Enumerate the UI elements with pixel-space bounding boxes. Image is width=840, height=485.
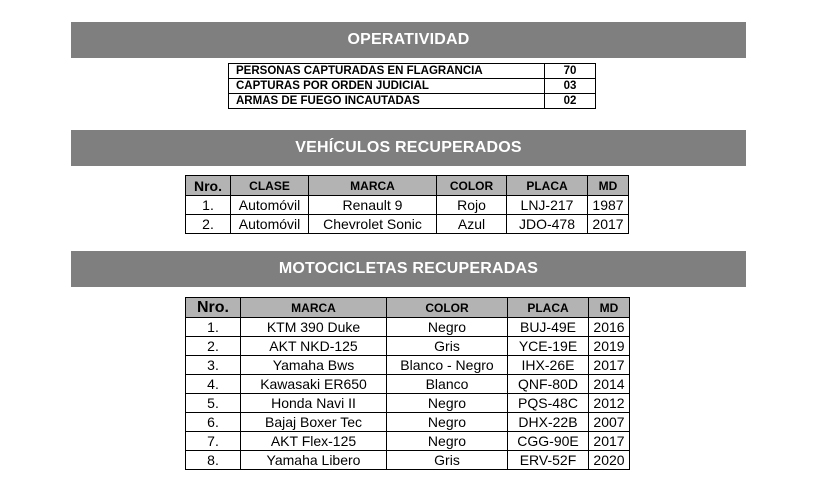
col-header-marca: MARCA <box>241 298 387 318</box>
motocicletas-banner <box>71 251 746 287</box>
cell-nro: 2. <box>186 215 231 234</box>
cell-placa: DHX-22B <box>508 413 589 432</box>
col-header-color: COLOR <box>387 298 508 318</box>
vehiculos-title: VEHÍCULOS RECUPERADOS <box>295 139 522 156</box>
operatividad-banner <box>71 22 746 58</box>
cell-nro: 8. <box>186 451 241 470</box>
col-header-nro: Nro. <box>186 298 241 318</box>
cell-marca: AKT Flex-125 <box>241 432 387 451</box>
col-header-color: COLOR <box>437 176 507 196</box>
cell-placa: ERV-52F <box>508 451 589 470</box>
table-header-row <box>186 176 629 196</box>
cell-color: Negro <box>387 394 508 413</box>
table-row <box>186 318 630 337</box>
cell-marca: Chevrolet Sonic <box>309 215 437 234</box>
cell-marca: AKT NKD-125 <box>241 337 387 356</box>
table-row <box>186 432 630 451</box>
cell-md: 2017 <box>589 432 630 451</box>
cell-md: 2012 <box>589 394 630 413</box>
cell-nro: 5. <box>186 394 241 413</box>
vehiculos-banner <box>71 130 746 166</box>
cell-placa: IHX-26E <box>508 356 589 375</box>
cell-color: Negro <box>387 413 508 432</box>
operatividad-label: ARMAS DE FUEGO INCAUTADAS <box>229 94 545 109</box>
table-row <box>229 94 596 109</box>
cell-color: Rojo <box>437 196 507 215</box>
cell-nro: 1. <box>186 318 241 337</box>
table-row <box>186 394 630 413</box>
table-row <box>229 64 596 79</box>
motocicletas-title: MOTOCICLETAS RECUPERADAS <box>278 260 539 277</box>
cell-marca: Renault 9 <box>309 196 437 215</box>
cell-md: 2016 <box>589 318 630 337</box>
cell-color: Azul <box>437 215 507 234</box>
operatividad-value: 03 <box>545 79 596 94</box>
table-row <box>186 375 630 394</box>
cell-placa: JDO-478 <box>507 215 588 234</box>
table-row <box>186 356 630 375</box>
cell-nro: 4. <box>186 375 241 394</box>
operatividad-title: OPERATIVIDAD <box>347 31 470 48</box>
cell-md: 2017 <box>588 215 629 234</box>
table-row <box>186 451 630 470</box>
table-row <box>186 215 629 234</box>
cell-md: 1987 <box>588 196 629 215</box>
cell-color: Blanco - Negro <box>387 356 508 375</box>
cell-nro: 7. <box>186 432 241 451</box>
operatividad-value: 02 <box>545 94 596 109</box>
cell-placa: CGG-90E <box>508 432 589 451</box>
cell-color: Gris <box>387 451 508 470</box>
cell-marca: Yamaha Bws <box>241 356 387 375</box>
col-header-marca: MARCA <box>309 176 437 196</box>
cell-marca: Bajaj Boxer Tec <box>241 413 387 432</box>
col-header-placa: PLACA <box>508 298 589 318</box>
cell-color: Negro <box>387 432 508 451</box>
cell-marca: KTM 390 Duke <box>241 318 387 337</box>
operatividad-label: PERSONAS CAPTURADAS EN FLAGRANCIA <box>229 64 545 79</box>
cell-nro: 3. <box>186 356 241 375</box>
operatividad-table <box>228 63 596 109</box>
cell-md: 2014 <box>589 375 630 394</box>
motocicletas-table <box>185 297 630 470</box>
cell-color: Negro <box>387 318 508 337</box>
cell-placa: QNF-80D <box>508 375 589 394</box>
cell-nro: 1. <box>186 196 231 215</box>
table-row <box>229 79 596 94</box>
col-header-nro: Nro. <box>186 176 231 196</box>
cell-color: Blanco <box>387 375 508 394</box>
col-header-placa: PLACA <box>507 176 588 196</box>
operatividad-value: 70 <box>545 64 596 79</box>
col-header-clase: CLASE <box>231 176 309 196</box>
cell-clase: Automóvil <box>231 196 309 215</box>
col-header-md: MD <box>588 176 629 196</box>
table-row <box>186 413 630 432</box>
cell-placa: LNJ-217 <box>507 196 588 215</box>
cell-marca: Honda Navi II <box>241 394 387 413</box>
cell-md: 2020 <box>589 451 630 470</box>
cell-clase: Automóvil <box>231 215 309 234</box>
cell-md: 2007 <box>589 413 630 432</box>
vehiculos-table <box>185 175 629 234</box>
cell-md: 2019 <box>589 337 630 356</box>
cell-md: 2017 <box>589 356 630 375</box>
cell-marca: Yamaha Libero <box>241 451 387 470</box>
cell-nro: 6. <box>186 413 241 432</box>
cell-nro: 2. <box>186 337 241 356</box>
cell-marca: Kawasaki ER650 <box>241 375 387 394</box>
cell-color: Gris <box>387 337 508 356</box>
table-header-row <box>186 298 630 318</box>
table-row <box>186 196 629 215</box>
cell-placa: BUJ-49E <box>508 318 589 337</box>
table-row <box>186 337 630 356</box>
col-header-md: MD <box>589 298 630 318</box>
cell-placa: PQS-48C <box>508 394 589 413</box>
operatividad-label: CAPTURAS POR ORDEN JUDICIAL <box>229 79 545 94</box>
cell-placa: YCE-19E <box>508 337 589 356</box>
